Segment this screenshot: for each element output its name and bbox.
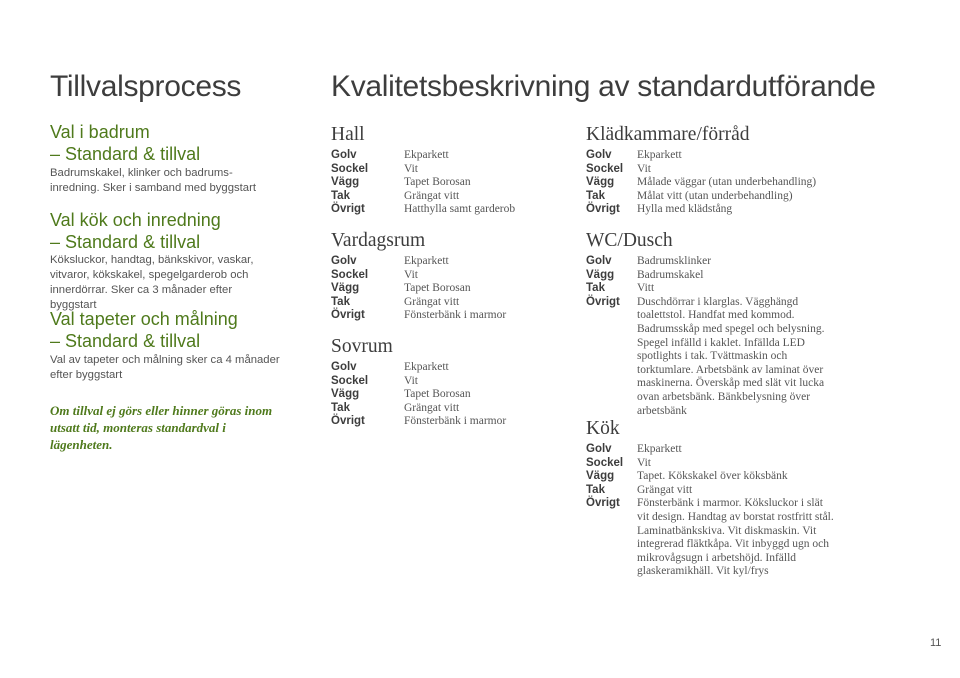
spec-key: Vägg — [586, 470, 615, 483]
spec-value: Målade väggar (utan underbehandling) — [637, 176, 817, 189]
section-heading-line1: Val tapeter och målning — [50, 309, 238, 329]
spec-key: Tak — [331, 189, 350, 202]
spec-row — [586, 457, 846, 471]
section-kok-text: Köksluckor, handtag, bänkskivor, vaskar, vitvaror, kökskakel, spegelgarderob och innerdörrar. Sker ca 3 månader efter byggstart — [50, 254, 254, 311]
section-badrum-text: Badrumskakel, klinker och badrums-inredning. Sker i samband med byggstart — [50, 167, 256, 194]
room-hall — [331, 124, 561, 217]
left-title: Tillvalsprocess — [50, 70, 242, 103]
spec-key: Övrigt — [331, 203, 365, 216]
spec-value: Vitt — [637, 282, 655, 295]
spec-row — [331, 388, 561, 402]
spec-value: Grängat vitt — [404, 401, 460, 414]
room-kladkammare — [586, 124, 846, 217]
page-number: 11 — [930, 637, 942, 649]
spec-row — [331, 176, 561, 190]
spec-value: Vit — [637, 456, 652, 469]
spec-key: Sockel — [331, 162, 369, 175]
spec-row — [331, 269, 561, 283]
spec-row — [331, 190, 561, 204]
spec-value: Badrumsklinker — [637, 255, 712, 267]
spec-value: Fönsterbänk i marmor. Köksluckor i slät vit design. Handtag av borstat rostfritt stål. Laminatbänkskiva. Vit diskmaskin. Vit integrerad fläktkåpa. Vit inbyggd ugn och mikrovågsugn i arbetshöjd. Infälld glaskeramikhäll. Vit kyl/frys — [637, 497, 834, 578]
room-title: Klädkammare/förråd — [586, 124, 750, 145]
spec-key: Vägg — [586, 268, 615, 281]
spec-key: Sockel — [586, 162, 624, 175]
spec-key: Sockel — [586, 456, 624, 469]
spec-key: Vägg — [331, 282, 360, 295]
room-title: Sovrum — [331, 336, 393, 357]
spec-value: Fönsterbänk i marmor — [404, 309, 507, 322]
spec-row — [586, 149, 846, 163]
spec-value: Badrumskakel — [637, 268, 704, 281]
spec-value: Hylla med klädstång — [637, 203, 733, 216]
spec-key: Tak — [331, 401, 350, 414]
spec-value: Tapet Borosan — [404, 388, 471, 401]
room-title: Hall — [331, 124, 365, 145]
spec-key: Vägg — [331, 388, 360, 401]
spec-value: Tapet. Kökskakel över köksbänk — [637, 470, 788, 483]
room-vardagsrum — [331, 230, 561, 323]
spec-key: Tak — [586, 282, 605, 295]
section-heading-line2: – Standard & tillval — [50, 144, 201, 164]
spec-row — [586, 163, 846, 177]
spec-key: Övrigt — [586, 497, 620, 510]
spec-value: Ekparkett — [637, 443, 682, 455]
spec-row — [586, 203, 846, 217]
spec-value: Vit — [404, 162, 419, 175]
spec-row — [586, 497, 846, 579]
spec-row — [331, 309, 561, 323]
spec-key: Övrigt — [586, 203, 620, 216]
spec-row — [331, 163, 561, 177]
main-title: Kvalitetsbeskrivning av standardutförande — [331, 70, 876, 103]
section-tapeter-text: Val av tapeter och målning sker ca 4 månader efter byggstart — [50, 354, 280, 381]
section-heading-line1: Val i badrum — [50, 122, 150, 142]
spec-row — [586, 484, 846, 498]
spec-key: Golv — [331, 255, 357, 267]
spec-value: Vit — [637, 162, 652, 175]
spec-key: Sockel — [331, 374, 369, 387]
spec-value: Tapet Borosan — [404, 282, 471, 295]
spec-key: Golv — [331, 149, 357, 161]
spec-row — [331, 361, 561, 375]
spec-key: Övrigt — [331, 309, 365, 322]
spec-key: Golv — [586, 443, 612, 455]
spec-row — [586, 190, 846, 204]
spec-row — [331, 415, 561, 429]
spec-value: Ekparkett — [637, 149, 682, 161]
room-wc-dusch — [586, 230, 846, 418]
spec-row — [586, 269, 846, 283]
section-heading-line2: – Standard & tillval — [50, 232, 201, 252]
spec-value: Ekparkett — [404, 255, 449, 267]
spec-row — [331, 255, 561, 269]
spec-key: Tak — [331, 295, 350, 308]
spec-value: Tapet Borosan — [404, 176, 471, 189]
section-kok-heading — [50, 209, 221, 253]
room-title: Kök — [586, 418, 620, 439]
spec-key: Övrigt — [586, 295, 620, 308]
tillval-note: Om tillval ej görs eller hinner göras inom utsatt tid, monteras standardval i lägenheten. — [50, 403, 273, 452]
room-kok — [586, 418, 846, 579]
spec-row — [586, 443, 846, 457]
spec-row — [586, 470, 846, 484]
spec-value: Fönsterbänk i marmor — [404, 415, 507, 428]
spec-value: Vit — [404, 374, 419, 387]
spec-key: Övrigt — [331, 415, 365, 428]
spec-value: Grängat vitt — [404, 189, 460, 202]
spec-row — [331, 375, 561, 389]
spec-key: Tak — [586, 189, 605, 202]
spec-key: Vägg — [586, 176, 615, 189]
spec-key: Golv — [331, 361, 357, 373]
room-sovrum — [331, 336, 561, 429]
spec-value: Ekparkett — [404, 361, 449, 373]
spec-row — [586, 282, 846, 296]
spec-key: Vägg — [331, 176, 360, 189]
spec-value: Grängat vitt — [637, 483, 693, 496]
spec-value: Hatthylla samt garderob — [404, 203, 516, 216]
section-badrum-heading — [50, 121, 200, 165]
spec-value: Grängat vitt — [404, 295, 460, 308]
room-title: Vardagsrum — [331, 230, 426, 251]
spec-row — [331, 282, 561, 296]
spec-row — [331, 149, 561, 163]
room-title: WC/Dusch — [586, 230, 673, 251]
section-heading-line2: – Standard & tillval — [50, 331, 201, 351]
spec-row — [586, 176, 846, 190]
spec-key: Tak — [586, 483, 605, 496]
section-tapeter-heading — [50, 308, 238, 352]
spec-row — [331, 296, 561, 310]
spec-key: Sockel — [331, 268, 369, 281]
spec-value: Ekparkett — [404, 149, 449, 161]
spec-value: Vit — [404, 268, 419, 281]
spec-value: Målat vitt (utan underbehandling) — [637, 189, 793, 202]
section-heading-line1: Val kök och inredning — [50, 210, 221, 230]
spec-key: Golv — [586, 149, 612, 161]
spec-value: Duschdörrar i klarglas. Vägghängd toalettstol. Handfat med kommod. Badrumsskåp med spegel och belysning. Spegel infälld i kaklet. Infällda LED spotlights i tak. Tvättmaskin och torktumlare. Arbetsbänk av laminat över maskinerna. Överskåp med slät vit lucka ovan arbetsbänk. Bänkbelysning över arbetsbänk — [637, 295, 825, 417]
spec-key: Golv — [586, 255, 612, 267]
spec-row — [331, 203, 561, 217]
spec-row — [331, 402, 561, 416]
spec-row — [586, 296, 846, 418]
spec-row — [586, 255, 846, 269]
